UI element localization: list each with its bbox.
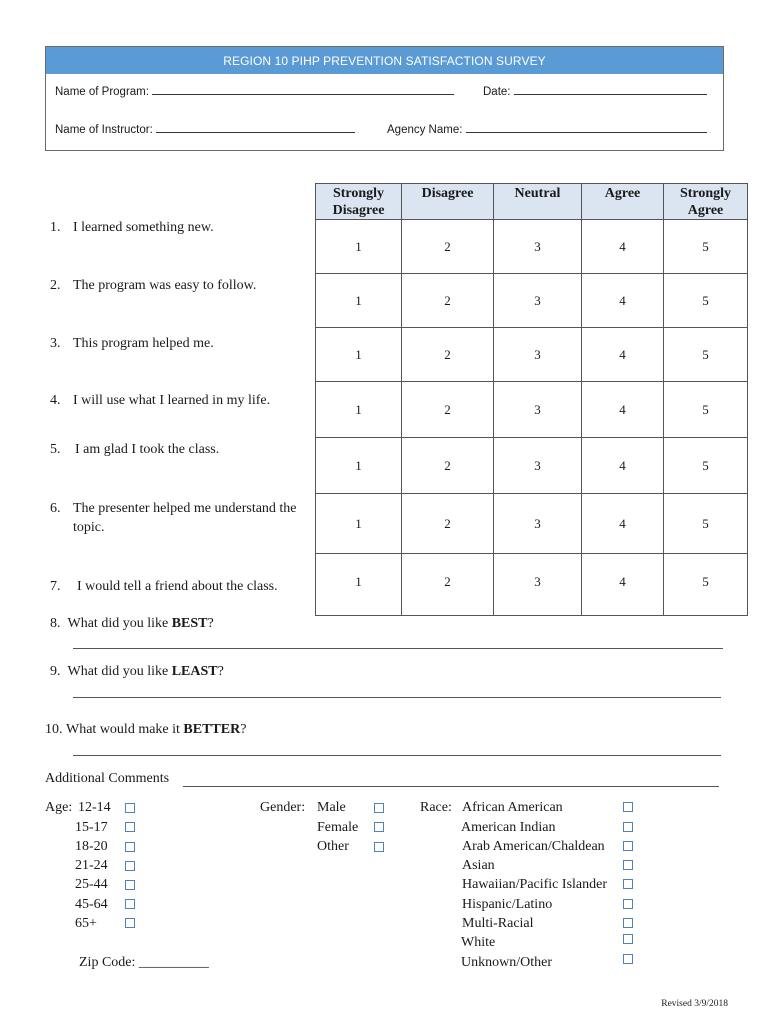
age-checkbox[interactable] (125, 899, 135, 909)
rating-cell[interactable]: 3 (494, 438, 582, 494)
survey-title: REGION 10 PIHP PREVENTION SATISFACTION SURVEY (46, 47, 723, 74)
open-question (50, 664, 224, 680)
scale-header: Strongly Agree (664, 184, 748, 220)
rating-cell[interactable]: 2 (402, 220, 494, 274)
gender-checkbox[interactable] (374, 822, 384, 832)
race-option: Asian (462, 858, 495, 873)
race-checkbox[interactable] (623, 860, 633, 870)
question-number: 5. (50, 442, 61, 457)
question-number: 10. (45, 722, 63, 737)
rating-cell[interactable]: 4 (582, 494, 664, 554)
question-number: 2. (50, 278, 61, 293)
scale-header: Strongly Disagree (316, 184, 402, 220)
race-option: Multi-Racial (462, 916, 534, 931)
race-checkbox[interactable] (623, 954, 633, 964)
gender-checkbox[interactable] (374, 842, 384, 852)
open-question (50, 616, 214, 632)
scale-header: Disagree (402, 184, 494, 220)
date-field[interactable] (514, 84, 707, 95)
rating-row (316, 382, 748, 438)
rating-cell[interactable]: 3 (494, 220, 582, 274)
question-text: I learned something new. (73, 220, 214, 235)
answer-line[interactable] (73, 697, 721, 698)
rating-cell[interactable]: 1 (316, 328, 402, 382)
race-checkbox[interactable] (623, 841, 633, 851)
race-checkbox[interactable] (623, 879, 633, 889)
age-option: 15-17 (75, 820, 108, 835)
age-option: 65+ (75, 916, 97, 931)
race-checkbox[interactable] (623, 934, 633, 944)
race-checkbox[interactable] (623, 822, 633, 832)
program-field[interactable] (152, 84, 454, 95)
instructor-label: Name of Instructor: (55, 124, 153, 136)
zip-label[interactable]: Zip Code: __________ (79, 955, 209, 970)
question-number: 8. (50, 616, 61, 631)
rating-cell[interactable]: 4 (582, 274, 664, 328)
program-label: Name of Program: (55, 86, 149, 98)
question-mark: ? (240, 722, 247, 737)
rating-cell[interactable]: 5 (664, 494, 748, 554)
rating-cell[interactable]: 5 (664, 554, 748, 616)
rating-cell[interactable]: 1 (316, 220, 402, 274)
rating-cell[interactable]: 4 (582, 382, 664, 438)
survey-header (45, 46, 724, 151)
question-number: 7. (50, 579, 61, 594)
rating-cell[interactable]: 4 (582, 328, 664, 382)
rating-row (316, 554, 748, 616)
rating-table (315, 183, 748, 616)
rating-cell[interactable]: 5 (664, 382, 748, 438)
rating-cell[interactable]: 5 (664, 274, 748, 328)
rating-cell[interactable]: 5 (664, 438, 748, 494)
question-text: The program was easy to follow. (73, 278, 257, 293)
age-option: 45-64 (75, 897, 108, 912)
agency-field[interactable] (466, 122, 707, 133)
race-label: Race: (420, 800, 452, 815)
scale-header: Agree (582, 184, 664, 220)
age-option: 25-44 (75, 877, 108, 892)
answer-line[interactable] (73, 755, 721, 756)
program-row (55, 84, 454, 98)
instructor-field[interactable] (156, 122, 355, 133)
race-option: Unknown/Other (461, 955, 552, 970)
question-text: I am glad I took the class. (75, 442, 220, 457)
open-question (45, 722, 246, 738)
race-option: Hawaiian/Pacific Islander (462, 877, 607, 892)
race-checkbox[interactable] (623, 918, 633, 928)
rating-row (316, 494, 748, 554)
rating-cell[interactable]: 2 (402, 328, 494, 382)
race-option: Arab American/Chaldean (462, 839, 605, 854)
race-option: Hispanic/Latino (462, 897, 553, 912)
question-number: 1. (50, 220, 61, 235)
gender-option: Other (317, 839, 349, 854)
rating-cell[interactable]: 4 (582, 220, 664, 274)
question-emphasis: LEAST (171, 664, 218, 679)
date-label: Date: (483, 86, 511, 98)
rating-row (316, 328, 748, 382)
question-number: 6. (50, 501, 61, 516)
rating-cell[interactable]: 2 (402, 438, 494, 494)
question-text: This program helped me. (73, 336, 214, 351)
comments-label: Additional Comments (45, 771, 170, 786)
question-text: I would tell a friend about the class. (77, 579, 278, 594)
rating-cell[interactable]: 1 (316, 274, 402, 328)
date-row (483, 84, 707, 98)
rating-row (316, 220, 748, 274)
age-option: 21-24 (75, 858, 108, 873)
scale-header-row (316, 184, 748, 220)
rating-cell[interactable]: 5 (664, 328, 748, 382)
question-number: 9. (50, 664, 61, 679)
rating-cell[interactable]: 2 (402, 554, 494, 616)
age-option: 12-14 (78, 800, 111, 815)
age-checkbox[interactable] (125, 842, 135, 852)
gender-option: Female (317, 820, 359, 835)
question-number: 3. (50, 336, 61, 351)
rating-cell[interactable]: 1 (316, 554, 402, 616)
rating-cell[interactable]: 1 (316, 494, 402, 554)
rating-cell[interactable]: 1 (316, 438, 402, 494)
answer-line[interactable] (73, 648, 723, 649)
rating-cell[interactable]: 5 (664, 220, 748, 274)
question-emphasis: BETTER (183, 722, 241, 737)
rating-cell[interactable]: 2 (402, 494, 494, 554)
question-text: What did you like (67, 664, 172, 679)
rating-cell[interactable]: 1 (316, 382, 402, 438)
question-mark: ? (207, 616, 214, 631)
question-text: What would make it (66, 722, 184, 737)
revision-date: Revised 3/9/2018 (661, 999, 728, 1009)
question-mark: ? (217, 664, 224, 679)
question-emphasis: BEST (171, 616, 208, 631)
rating-row (316, 274, 748, 328)
gender-option: Male (317, 800, 346, 815)
comments-field[interactable] (183, 786, 719, 787)
rating-cell[interactable]: 3 (494, 494, 582, 554)
instructor-row (55, 122, 355, 136)
age-checkbox[interactable] (125, 822, 135, 832)
agency-label: Agency Name: (387, 124, 463, 136)
scale-header: Neutral (494, 184, 582, 220)
age-checkbox[interactable] (125, 918, 135, 928)
rating-cell[interactable]: 3 (494, 274, 582, 328)
race-checkbox[interactable] (623, 802, 633, 812)
race-option: American Indian (461, 820, 556, 835)
age-checkbox[interactable] (125, 803, 135, 813)
rating-row (316, 438, 748, 494)
question-number: 4. (50, 393, 61, 408)
question-text: The presenter helped me understand the topic. (73, 501, 297, 535)
race-checkbox[interactable] (623, 899, 633, 909)
age-label: Age: (45, 800, 73, 815)
question-text: What did you like (67, 616, 172, 631)
age-option: 18-20 (75, 839, 108, 854)
age-checkbox[interactable] (125, 880, 135, 890)
question-text: I will use what I learned in my life. (73, 393, 271, 408)
rating-cell[interactable]: 4 (582, 438, 664, 494)
rating-cell[interactable]: 3 (494, 328, 582, 382)
age-checkbox[interactable] (125, 861, 135, 871)
agency-row (387, 122, 707, 136)
rating-cell[interactable]: 2 (402, 274, 494, 328)
rating-cell[interactable]: 3 (494, 382, 582, 438)
gender-label: Gender: (260, 800, 306, 815)
rating-cell[interactable]: 3 (494, 554, 582, 616)
rating-cell[interactable]: 4 (582, 554, 664, 616)
rating-cell[interactable]: 2 (402, 382, 494, 438)
gender-checkbox[interactable] (374, 803, 384, 813)
race-option: African American (462, 800, 563, 815)
race-option: White (461, 935, 496, 950)
